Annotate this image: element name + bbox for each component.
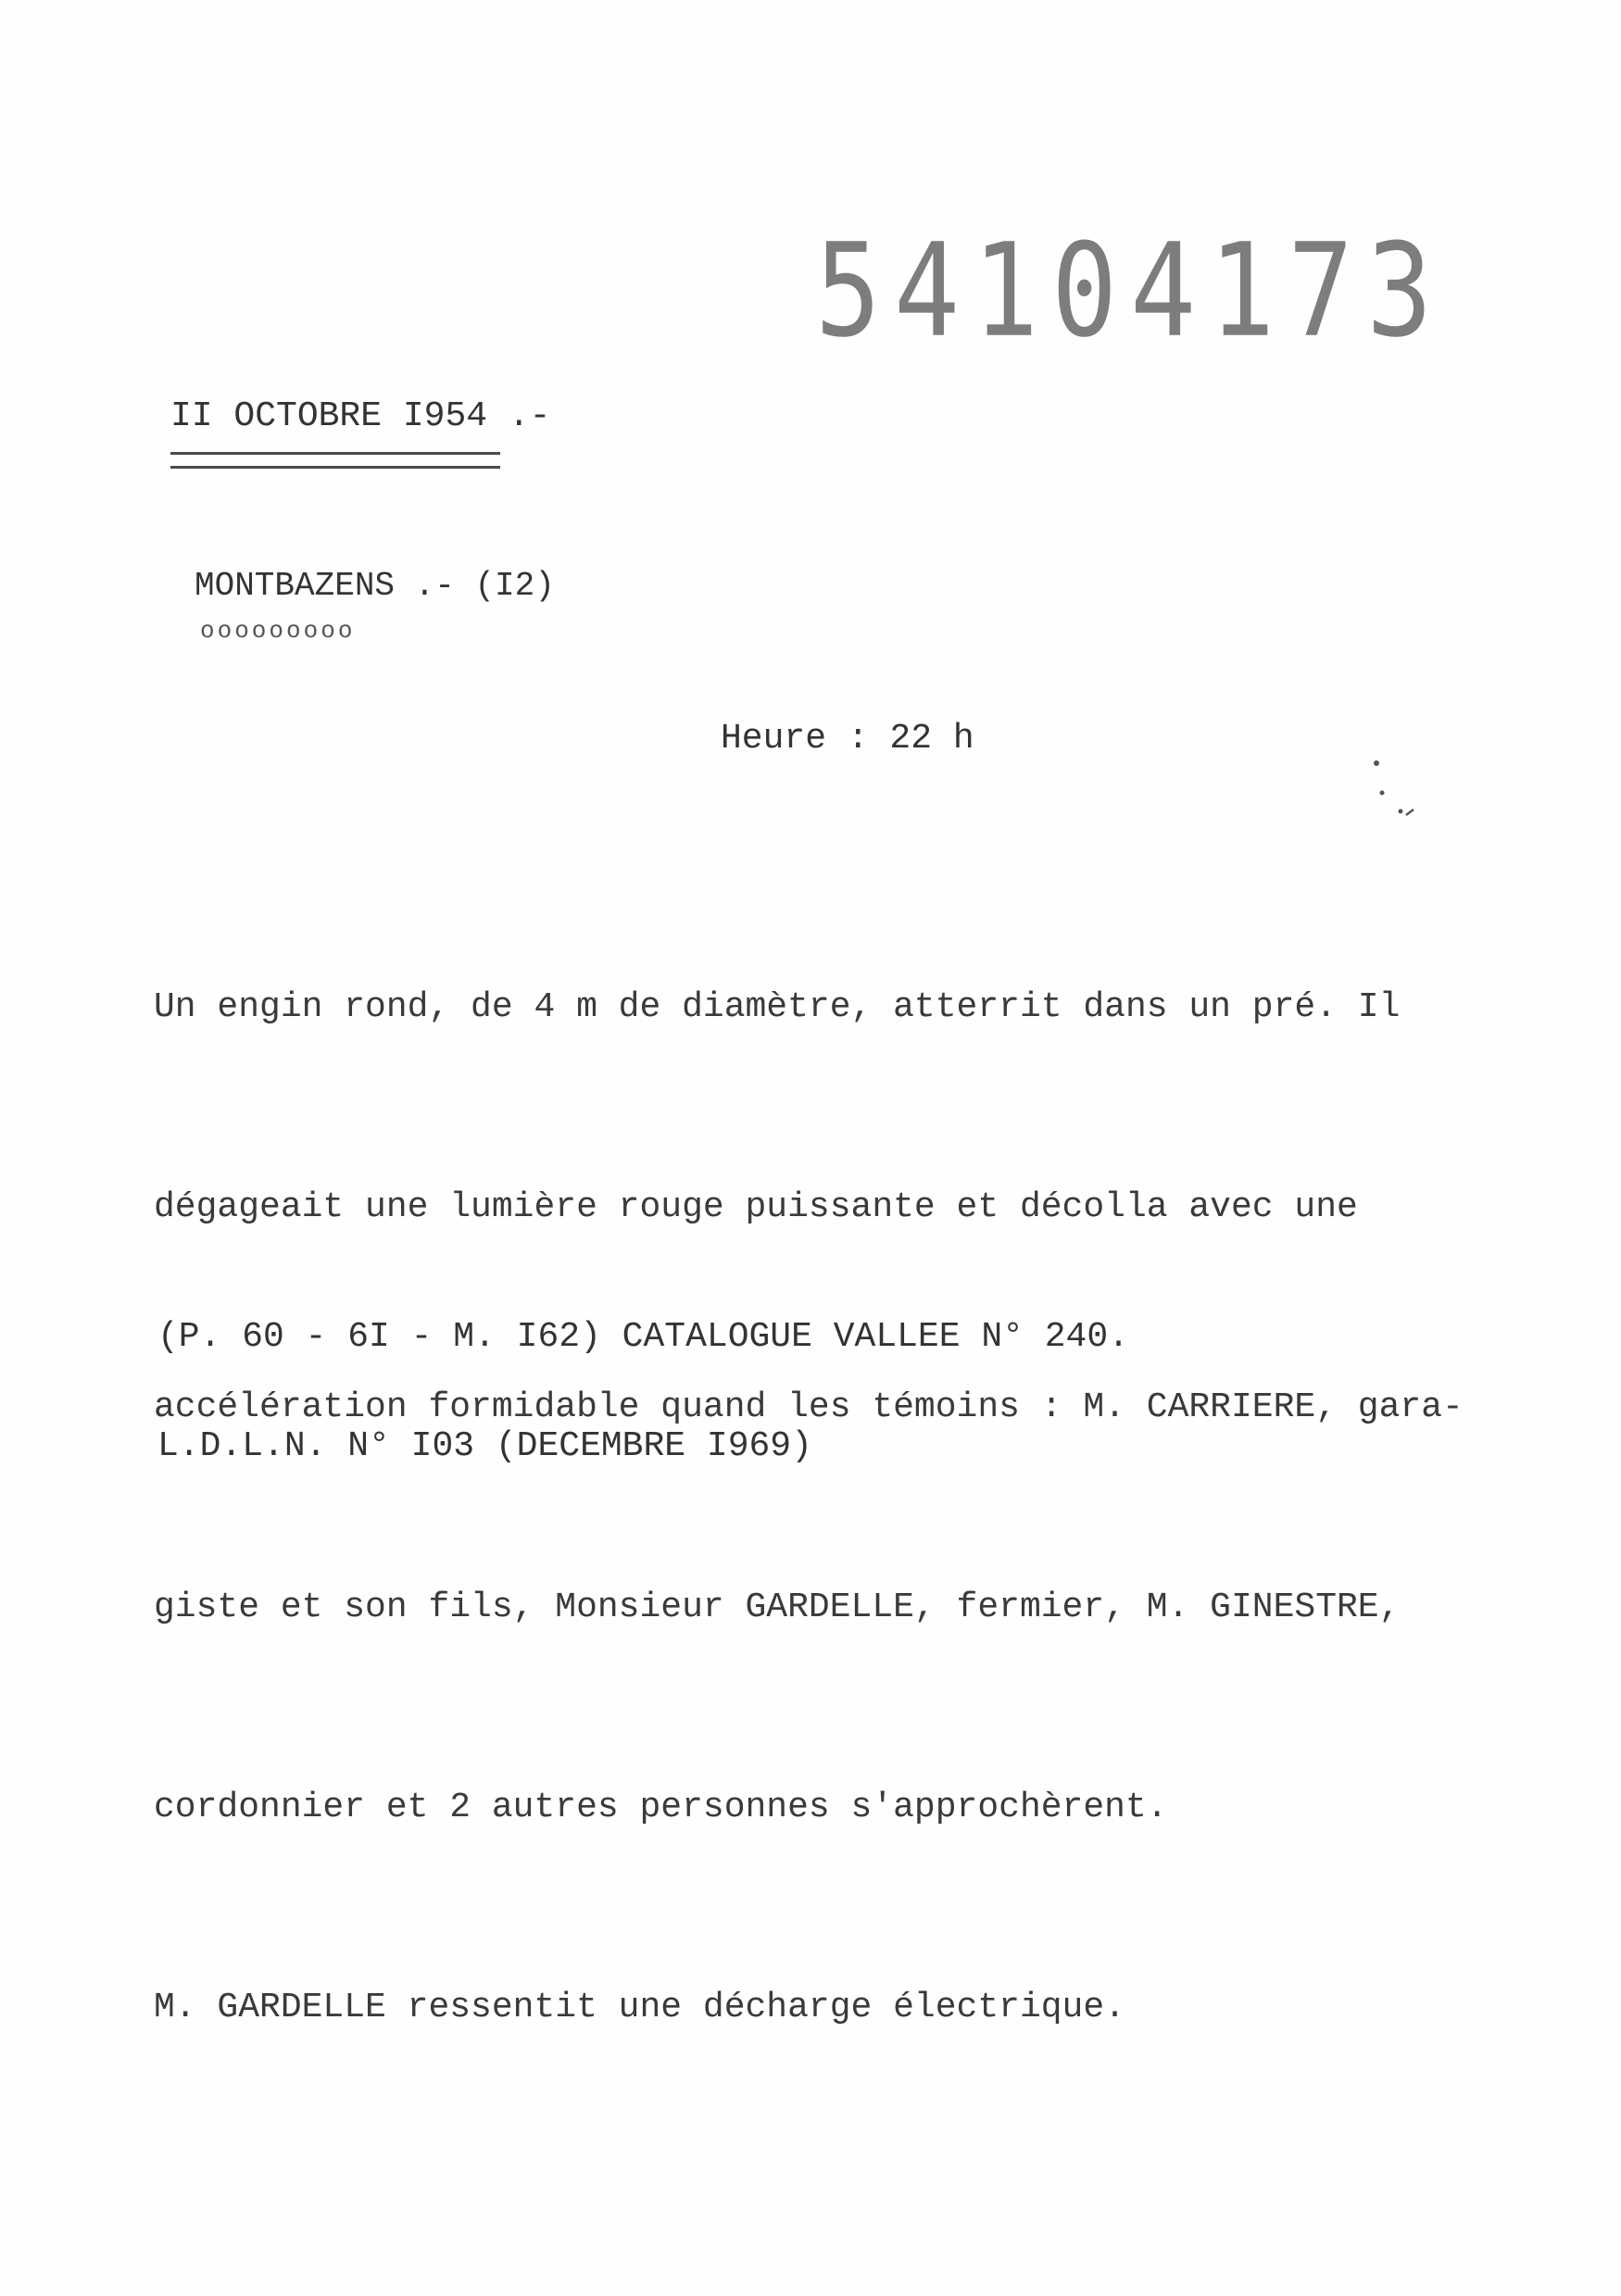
date-double-underline	[170, 452, 500, 469]
body-line: dégageait une lumière rouge puissante et décolla avec une	[154, 1187, 1358, 1227]
body-line: Un engin rond, de 4 m de diamètre, atterrit dans un pré. Il	[154, 987, 1401, 1027]
body-line: cordonnier et 2 autres personnes s'approchèrent.	[154, 1788, 1168, 1827]
catalogue-reference: (P. 60 - 6I - M. I62) CATALOGUE VALLEE N° 240.	[157, 1317, 1129, 1357]
place-heading: MONTBAZENS .- (I2)	[195, 567, 555, 605]
ldln-reference: L.D.L.N. N° I03 (DECEMBRE I969)	[157, 1426, 812, 1466]
ink-specks	[1369, 758, 1425, 832]
body-line: accélération formidable quand les témoins : M. CARRIERE, gara-	[154, 1387, 1464, 1427]
report-body	[154, 841, 1534, 2175]
time-line: Heure : 22 h	[721, 719, 974, 759]
place-underline-circles: ooooooooo	[200, 617, 356, 645]
body-line: M. GARDELLE ressentit une décharge électrique.	[154, 1988, 1125, 2027]
date-heading: II OCTOBRE I954 .-	[170, 396, 551, 436]
archive-stamp-number: 54104173	[815, 215, 1446, 366]
body-line: giste et son fils, Monsieur GARDELLE, fermier, M. GINESTRE,	[154, 1587, 1401, 1627]
